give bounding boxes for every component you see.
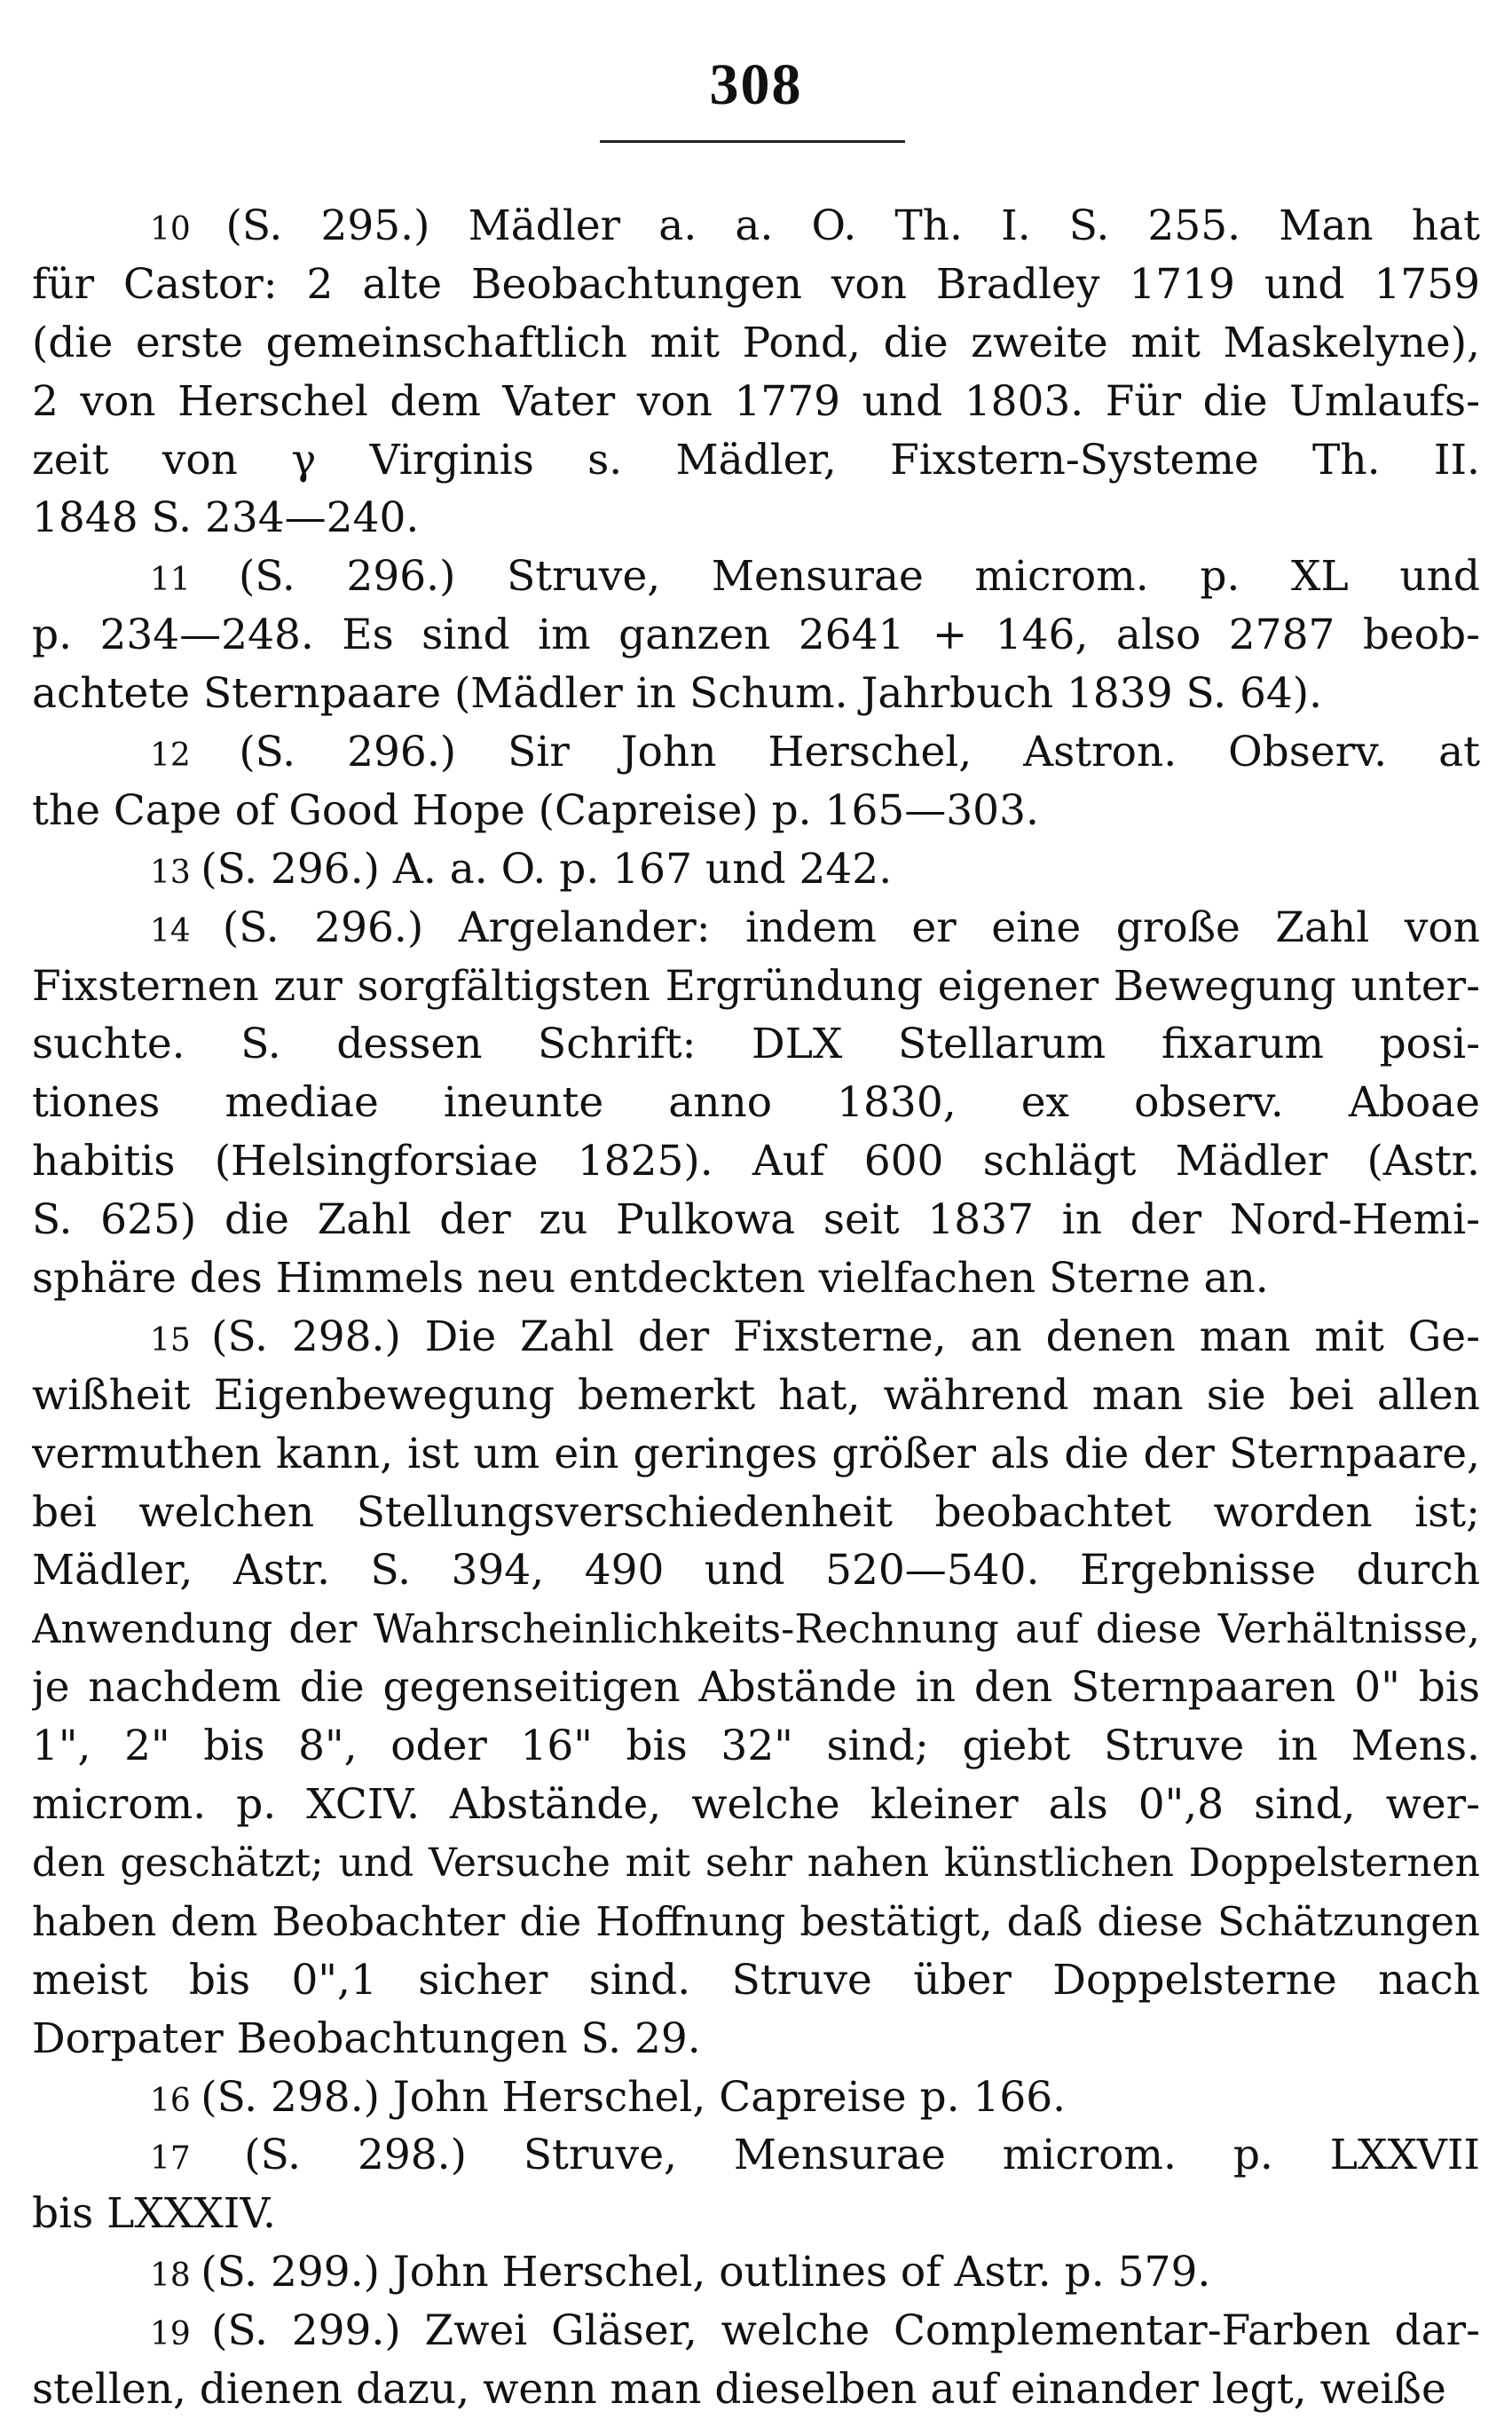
footnote-line [32, 1600, 1480, 1659]
footnote-number: 19 [150, 2316, 212, 2353]
footnote-line [32, 723, 1480, 782]
footnote-text: je nachdem die gegenseitigen Abstände in den Sternpaaren 0" bis [32, 1663, 1480, 1713]
footnote-text: Fixsternen zur sorgfältigsten Ergründung eigener Bewegung unter- [32, 961, 1480, 1011]
footnote-text: (S. 296.) Argelander: indem er eine große Zahl von [222, 902, 1480, 952]
footnote-number: 15 [150, 1321, 212, 1359]
footnote-text: (S. 299.) Zwei Gläser, welche Complementar-Farben dar- [211, 2306, 1480, 2356]
footnote-line [32, 1659, 1480, 1717]
footnote-text: habitis (Helsingforsiae 1825). Auf 600 schlägt Mädler (Astr. [32, 1137, 1480, 1186]
footnote-line [32, 899, 1480, 957]
footnote-line [32, 1015, 1480, 1074]
footnote-number: 10 [150, 211, 226, 248]
footnote-line [32, 2302, 1480, 2360]
footnote-line [32, 840, 1480, 899]
footnote-text: meist bis 0",1 sicher sind. Struve über Doppelsterne nach [32, 1955, 1480, 2005]
footnote-line [32, 548, 1480, 606]
footnote-number: 14 [150, 912, 223, 949]
footnote-text: S. 625) die Zahl der zu Pulkowa seit 1837 in der Nord-Hemi- [32, 1195, 1480, 1245]
footnote-text: den geschätzt; und Versuche mit sehr nahen künstlichen Doppelsternen [32, 1840, 1480, 1886]
footnote-line [32, 197, 1480, 256]
footnote-line [32, 1776, 1480, 1834]
footnote-line [32, 1951, 1480, 2010]
footnote-text: bei welchen Stellungsverschiedenheit beobachtet worden ist; [32, 1487, 1480, 1537]
footnote-line [32, 2243, 1480, 2302]
footnote-line [32, 373, 1480, 431]
footnote-text: (S. 298.) Struve, Mensurae microm. p. LXXVII [244, 2131, 1480, 2180]
footnote-10 [32, 197, 1480, 548]
footnote-line [32, 1367, 1480, 1425]
footnote-17 [32, 2126, 1480, 2243]
footnote-line [32, 1191, 1480, 1249]
footnote-text: p. 234—248. Es sind im ganzen 2641 + 146, also 2787 beob- [32, 611, 1480, 660]
footnote-text: the Cape of Good Hope (Capreise) p. 165—303. [32, 785, 1039, 835]
footnote-line [32, 782, 1480, 840]
footnote-text: (die erste gemeinschaftlich mit Pond, die zweite mit Maskelyne), [32, 318, 1480, 367]
footnote-text: bis LXXXIV. [32, 2189, 277, 2239]
footnote-text: wißheit Eigenbewegung bemerkt hat, während man sie bei allen [32, 1370, 1480, 1420]
footnote-text: (S. 296.) Struve, Mensurae microm. p. XL und [238, 552, 1480, 602]
footnote-14 [32, 899, 1480, 1308]
footnote-line [32, 314, 1480, 373]
footnote-11 [32, 548, 1480, 723]
footnote-line [32, 256, 1480, 314]
footnote-19 [32, 2302, 1480, 2419]
footnotes [32, 197, 1480, 2419]
footnote-13 [32, 840, 1480, 899]
footnote-line [32, 1074, 1480, 1132]
footnote-16 [32, 2068, 1480, 2127]
footnote-line [32, 2010, 1480, 2068]
footnote-number: 11 [150, 562, 239, 599]
footnote-line [32, 1893, 1480, 1951]
footnote-text: zeit von γ Virginis s. Mädler, Fixstern-Systeme Th. II. [32, 435, 1480, 485]
header-rule [600, 140, 905, 143]
footnote-15 [32, 1308, 1480, 2068]
footnote-12 [32, 723, 1480, 840]
footnote-text: haben dem Beobachter die Hoffnung bestätigt, daß diese Schätzungen [32, 1897, 1480, 1945]
footnote-text: 2 von Herschel dem Vater von 1779 und 1803. Für die Umlaufs- [32, 376, 1480, 426]
footnote-text: Anwendung der Wahrscheinlichkeits-Rechnung auf diese Verhältnisse, [32, 1605, 1480, 1653]
footnote-line [32, 957, 1480, 1016]
footnote-text: (S. 298.) John Herschel, Capreise p. 166. [201, 2072, 1067, 2122]
footnote-text: achtete Sternpaare (Mädler in Schum. Jahrbuch 1839 S. 64). [32, 669, 1323, 719]
footnote-line [32, 1249, 1480, 1308]
footnote-text: (S. 299.) John Herschel, outlines of Astr. p. 579. [201, 2248, 1211, 2297]
footnote-number: 18 [150, 2257, 201, 2295]
footnote-line [32, 1425, 1480, 1484]
footnote-text: tiones mediae ineunte anno 1830, ex observ. Aboae [32, 1078, 1480, 1128]
footnote-number: 12 [150, 737, 240, 775]
footnote-line [32, 1717, 1480, 1776]
footnote-line [32, 2126, 1480, 2185]
footnote-line [32, 1541, 1480, 1600]
footnote-text: für Castor: 2 alte Beobachtungen von Bradley 1719 und 1759 [32, 259, 1480, 309]
footnote-text: (S. 298.) Die Zahl der Fixsterne, an denen man mit Ge- [211, 1312, 1480, 1361]
footnote-number: 13 [150, 854, 201, 891]
footnote-number: 16 [150, 2082, 201, 2119]
footnote-line [32, 2068, 1480, 2127]
footnote-text: 1848 S. 234—240. [32, 493, 420, 543]
page-number: 308 [709, 52, 803, 117]
footnote-text: suchte. S. dessen Schrift: DLX Stellarum fixarum posi- [32, 1020, 1480, 1069]
footnote-text: (S. 295.) Mädler a. a. O. Th. I. S. 255. Man hat [225, 201, 1480, 250]
footnote-line [32, 2185, 1480, 2243]
footnote-line [32, 2360, 1480, 2419]
footnote-line [32, 665, 1480, 723]
footnote-line [32, 606, 1480, 665]
footnote-number: 17 [150, 2140, 245, 2178]
footnote-line [32, 489, 1480, 548]
footnote-line [32, 1308, 1480, 1367]
footnote-line [32, 431, 1480, 490]
footnote-text: (S. 296.) A. a. O. p. 167 und 242. [201, 844, 893, 894]
footnote-text: 1", 2" bis 8", oder 16" bis 32" sind; giebt Struve in Mens. [32, 1722, 1480, 1771]
footnote-text: vermuthen kann, ist um ein geringes größer als die der Sternpaare, [32, 1429, 1480, 1478]
footnote-text: Mädler, Astr. S. 394, 490 und 520—540. Ergebnisse durch [32, 1546, 1480, 1596]
footnote-text: sphäre des Himmels neu entdeckten vielfachen Sterne an. [32, 1254, 1269, 1304]
footnote-line [32, 1834, 1480, 1893]
footnote-18 [32, 2243, 1480, 2302]
footnote-line [32, 1484, 1480, 1542]
footnote-text: Dorpater Beobachtungen S. 29. [32, 2013, 701, 2063]
footnote-text: microm. p. XCIV. Abstände, welche kleiner als 0",8 sind, wer- [32, 1780, 1480, 1830]
footnote-text: stellen, dienen dazu, wenn man dieselben auf einander legt, weiße [32, 2364, 1446, 2414]
footnote-line [32, 1132, 1480, 1191]
footnote-text: (S. 296.) Sir John Herschel, Astron. Observ. at [239, 728, 1480, 777]
